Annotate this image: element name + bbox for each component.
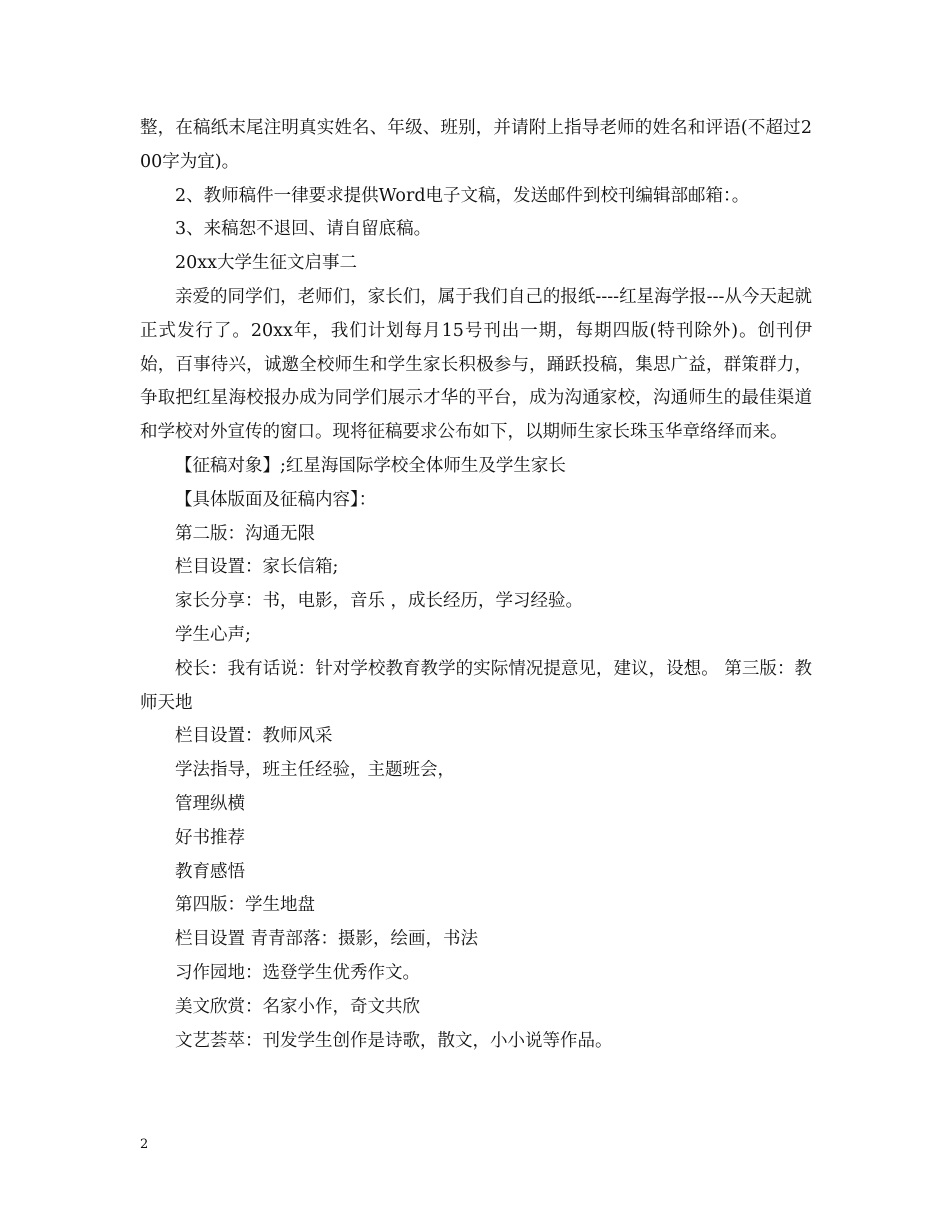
- paragraph-16: 好书推荐: [175, 827, 245, 848]
- paragraph-12: 校长：我有话说：针对学校教育教学的实际情况提意见，建议，设想。 第三版：教师天地: [140, 658, 812, 713]
- paragraph-17: 教育感悟: [175, 861, 245, 882]
- paragraph-7: 【具体版面及征稿内容】：: [175, 489, 377, 510]
- paragraph-2: 2、教师稿件一律要求提供Word电子文稿，发送邮件到校刊编辑部邮箱：。: [175, 185, 750, 206]
- paragraph-1: 整，在稿纸末尾注明真实姓名、年级、班别，并请附上指导老师的姓名和评语(不超过200字为宜)。: [140, 118, 812, 172]
- paragraph-4-heading: 20xx大学生征文启事二: [175, 253, 358, 274]
- paragraph-10: 家长分享：书，电影，音乐 ，成长经历，学习经验。: [175, 591, 584, 612]
- paragraph-22: 文艺荟萃：刊发学生创作是诗歌，散文，小小说等作品。: [175, 1030, 613, 1051]
- paragraph-19: 栏目设置 青青部落：摄影，绘画，书法: [175, 929, 479, 950]
- paragraph-13: 栏目设置：教师风采: [175, 726, 333, 747]
- paragraph-8: 第二版：沟通无限: [175, 523, 315, 544]
- paragraph-14: 学法指导，班主任经验，主题班会，: [175, 760, 455, 781]
- paragraph-18: 第四版：学生地盘: [175, 895, 315, 916]
- paragraph-5: 亲爱的同学们，老师们，家长们，属于我们自己的报纸----红星海学报---从今天起就正式发行了。20xx年，我们计划每月15号刊出一期，每期四版(特刊除外)。创刊伊始，百事待兴，诚邀全校师生和学生家长积极参与，踊跃投稿，集思广益，群策群力，争取把红星海校报办成为同学们展示才华的平台，成为沟通家校，沟通师生的最佳渠道和学校对外宣传的窗口。现将征稿要求公布如下，以期师生家长珠玉华章络绎而来。: [140, 286, 812, 443]
- paragraph-6: 【征稿对象】;红星海国际学校全体师生及学生家长: [175, 455, 566, 476]
- paragraph-11: 学生心声;: [175, 624, 251, 645]
- paragraph-21: 美文欣赏：名家小作，奇文共欣: [175, 996, 420, 1017]
- paragraph-9: 栏目设置：家长信箱;: [175, 557, 339, 578]
- document-body: [140, 112, 812, 1058]
- paragraph-15: 管理纵横: [175, 793, 245, 814]
- paragraph-20: 习作园地：选登学生优秀作文。: [175, 962, 420, 983]
- page-number: 2: [140, 1137, 149, 1152]
- paragraph-3: 3、来稿恕不退回、请自留底稿。: [175, 219, 432, 240]
